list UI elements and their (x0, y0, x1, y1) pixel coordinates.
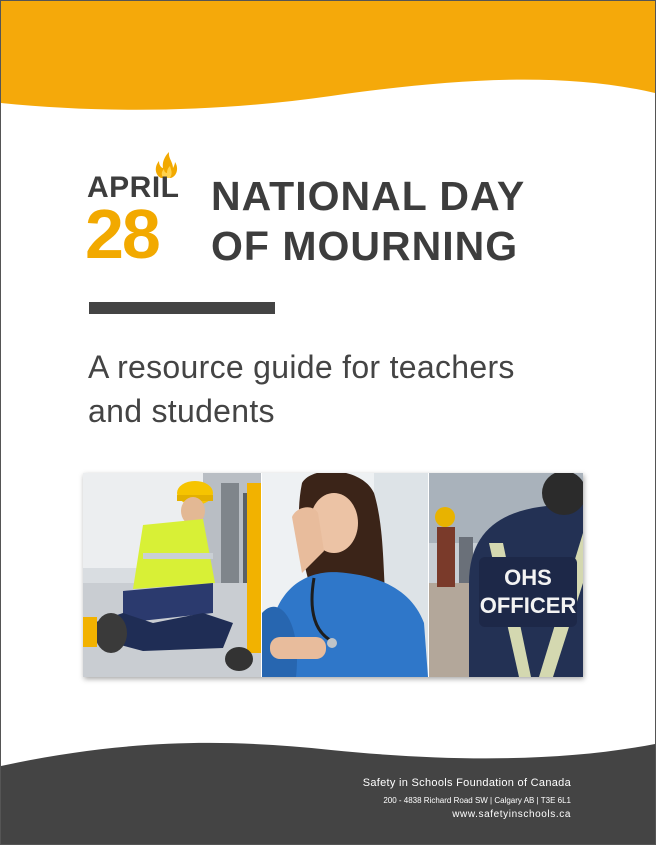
footer-website[interactable]: www.safetyinschools.ca (452, 809, 571, 820)
footer-organization: Safety in Schools Foundation of Canada (362, 777, 571, 789)
date-badge (87, 151, 197, 271)
title-line-1: NATIONAL DAY (211, 173, 526, 219)
vest-text-officer: OFFICER (479, 593, 577, 618)
photo-ohs-officer (429, 473, 583, 677)
photo-nurse (262, 473, 428, 677)
photo-strip (83, 473, 583, 677)
photo-workplace-injury (83, 473, 261, 677)
date-month: APRIL (87, 171, 180, 204)
footer-contact (363, 775, 571, 821)
title-divider (89, 302, 275, 314)
date-day: 28 (85, 195, 159, 273)
title-line-2: OF MOURNING (211, 223, 519, 269)
footer-address: 200 - 4838 Richard Road SW | Calgary AB | T3E 6L1 (383, 796, 571, 805)
subtitle-line-1: A resource guide for teachers (88, 349, 515, 385)
page-title (211, 171, 525, 271)
vest-text-ohs: OHS (504, 565, 552, 590)
subtitle-line-2: and students (88, 393, 275, 429)
top-wave-banner (1, 1, 655, 121)
subtitle (88, 345, 588, 433)
